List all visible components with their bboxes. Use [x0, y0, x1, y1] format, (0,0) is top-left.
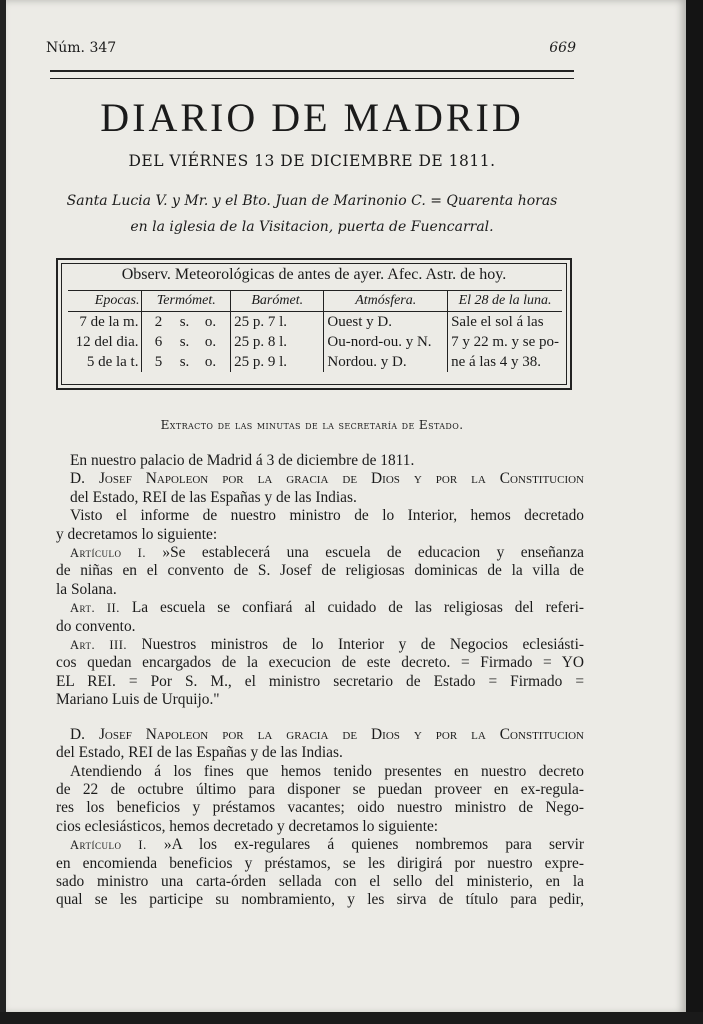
- table-row: [68, 312, 562, 333]
- issue-number: Núm. 347: [46, 40, 117, 56]
- col-termometro: Termómet.: [142, 291, 231, 312]
- page-number: 669: [549, 40, 576, 56]
- cell-termometro: [142, 332, 231, 352]
- meteo-header-row: [68, 291, 562, 312]
- cell-astro: ne á las 4 y 38.: [448, 352, 562, 372]
- paragraph-atendiendo: Atendiendo á los fines que hemos tenido presentes en nuestro decreto de 22 de octubre último para disponer se puedan proveer en ex-regula- res los beneficios y préstamos vacantes; oido nuestro ministro de Nego- cios eclesiásticos, hemos decretado y decretamos lo siguiente:: [56, 762, 584, 835]
- cell-atmosfera: Ouest y D.: [324, 312, 448, 333]
- temp-unit: s.: [179, 334, 190, 350]
- book-edge-bottom: [0, 1012, 703, 1024]
- meteo-heading: Observ. Meteorológicas de antes de ayer. Afec. Astr. de hoy.: [121, 266, 507, 283]
- newspaper-page: [6, 0, 686, 1014]
- saints-line-2: en la iglesia de la Visitacion, puerta de Fuencarral.: [130, 219, 494, 235]
- saints-of-the-day: [62, 188, 562, 240]
- header-rule: [50, 70, 574, 79]
- dateline: DEL VIÉRNES 13 DE DICIEMBRE DE 1811.: [128, 152, 496, 170]
- masthead-title: DIARIO DE MADRID: [100, 95, 524, 140]
- saints-line-1: Santa Lucia V. y Mr. y el Bto. Juan de Marinonio C. = Quarenta horas: [66, 193, 558, 209]
- article-label: Artículo I.: [70, 546, 146, 561]
- col-barometro: Barómet.: [231, 291, 324, 312]
- article-label: Art. III.: [70, 638, 127, 653]
- col-epocas: Epocas.: [68, 291, 142, 312]
- paragraph-article-2: Art. II. La escuela se confiará al cuidado de las religiosas del referi- do convento.: [56, 599, 585, 635]
- table-row: [68, 332, 562, 352]
- cell-barometro: 25 p. 9 l.: [231, 352, 324, 372]
- book-edge-right: [686, 0, 703, 1024]
- section-gap: [56, 710, 584, 726]
- paragraph-article-1b: Artículo I. »A los ex-regulares á quienes nombremos para servir en encomienda beneficios y préstamos, se les dirigirá por nuestro expre- sado ministro una carta-órden sellada con el sello del ministerio, en la qual se les participe su nombramiento, y les sirva de título para pedir,: [56, 836, 584, 909]
- paragraph-article-1: Artículo I. »Se establecerá una escuela de educacion y enseñanza de niñas en el convento de S. Josef de religiosas dominicas de la villa de la Solana.: [56, 544, 584, 598]
- cell-epoca: 5 de la t.: [86, 354, 139, 370]
- cell-epoca: 12 del dia.: [75, 334, 139, 350]
- extract-heading: Extracto de las minutas de la secretaría de Estado.: [160, 418, 464, 432]
- paragraph-king-title-2: D. Josef Napoleon por la gracia de Dios y por la Constitucion del Estado, REI de las Españas y de las Indias.: [56, 725, 584, 762]
- paragraph-visto: Visto el informe de nuestro ministro de lo Interior, hemos decretado y decretamos lo siguiente:: [56, 507, 584, 543]
- table-row: [68, 352, 562, 372]
- temp-unit: s.: [179, 314, 190, 330]
- temp-suffix: o.: [204, 354, 217, 370]
- temp-suffix: o.: [204, 334, 217, 350]
- article-label: Artículo I.: [70, 838, 147, 853]
- temp-value: 2: [154, 314, 163, 330]
- cell-barometro: 25 p. 8 l.: [231, 332, 324, 352]
- temp-value: 5: [154, 354, 163, 370]
- temp-unit: s.: [179, 354, 190, 370]
- temp-suffix: o.: [204, 314, 217, 330]
- cell-barometro: 25 p. 7 l.: [231, 312, 324, 333]
- cell-astro: 7 y 22 m. y se po-: [448, 332, 562, 352]
- meteo-grid: [68, 290, 562, 372]
- article-body: [56, 452, 584, 910]
- cell-atmosfera: Nordou. y D.: [324, 352, 448, 372]
- meteorological-table: [56, 258, 572, 390]
- article-label: Art. II.: [70, 601, 120, 616]
- cell-astro: Sale el sol á las: [448, 312, 562, 333]
- temp-value: 6: [154, 334, 163, 350]
- col-luna: El 28 de la luna.: [448, 291, 562, 312]
- paragraph-article-3: Art. III. Nuestros ministros de lo Interior y de Negocios eclesiásti- cos quedan encargados de la execucion de este decreto. = Firmado = YO EL REI. = Por S. M., el ministro secretario de Estado = Firmado = Mariano Luis de Urquijo.": [56, 636, 584, 709]
- paragraph-king-title: D. Josef Napoleon por la gracia de Dios y por la Constitucion del Estado, REI de las Españas y de las Indias.: [70, 470, 584, 506]
- col-atmosfera: Atmósfera.: [324, 291, 448, 312]
- cell-termometro: [142, 312, 231, 333]
- cell-termometro: [142, 352, 231, 372]
- cell-atmosfera: Ou-nord-ou. y N.: [324, 332, 448, 352]
- page-header: [46, 40, 576, 60]
- paragraph-date: En nuestro palacio de Madrid á 3 de diciembre de 1811.: [70, 452, 415, 469]
- cell-epoca: 7 de la m.: [79, 314, 139, 330]
